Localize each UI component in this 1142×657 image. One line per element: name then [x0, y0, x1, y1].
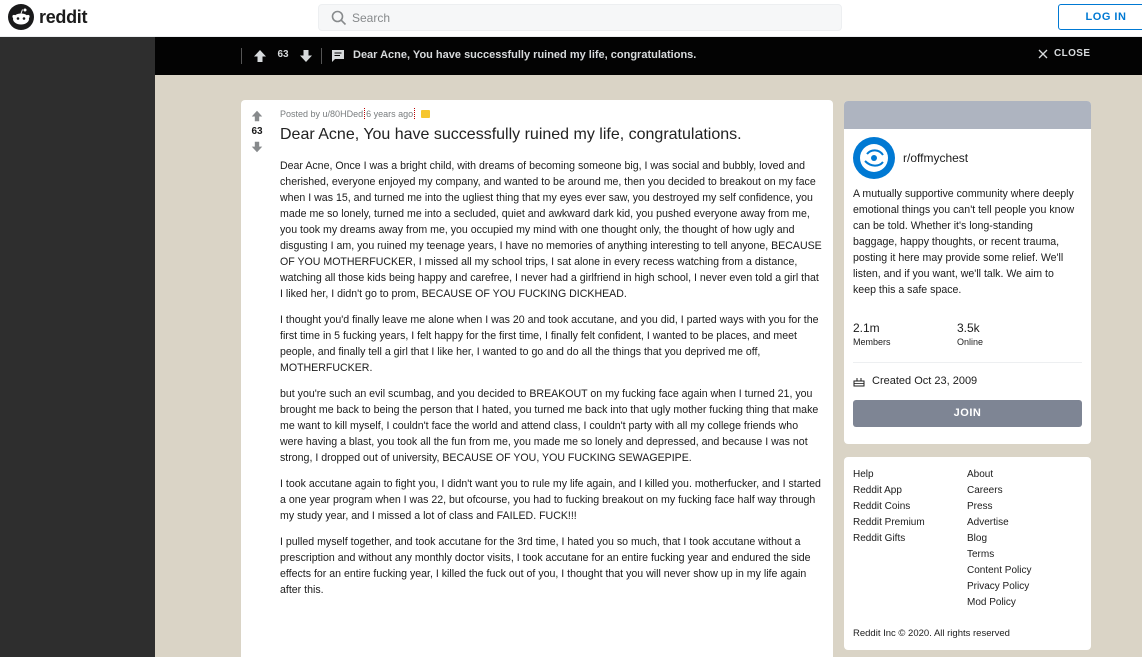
post-title: Dear Acne, You have successfully ruined my life, congratulations.: [280, 126, 742, 143]
search-input[interactable]: [352, 6, 832, 29]
footer-link-reddit-gifts[interactable]: Reddit Gifts: [853, 533, 906, 544]
divider: [241, 48, 242, 64]
footer-links-right: [967, 467, 1031, 611]
logo-text: reddit: [39, 6, 88, 27]
text-post-icon: [331, 49, 345, 63]
footer-link-privacy-policy[interactable]: Privacy Policy: [967, 581, 1030, 592]
created-label: Created Oct 23, 2009: [872, 375, 978, 387]
downvote-icon[interactable]: [250, 140, 264, 154]
post-paragraph: Dear Acne, Once I was a bright child, with dreams of becoming someone big, I was social and bubbly, loved and cherished, everyone enjoyed my company, and wanted to be around me, then you decided to breakout on my face when I was 15, and turned me into the ugliest thing that my eyes ever saw, you destroyed my self confidence, you made me so lonely, turned me into a secluded, quiet and awkward dark kid, you pushed everyone away from me, you took my dreams away from me, you occupied my mind with one thought only, the thought of how ugly and disgusting I am, you ruined my teenage years, I have no memories of anything interesting to tell anyone, BECAUSE OF YOU MOTHERFUCKER, I missed all my school trips, I sat alone in every recess watching from a distance, watching all those kids being happy and carefree, I never had a girlfriend in high school, I never even told a girl that I liked her, I didn't go to prom, BECAUSE OF YOU FUCKING DICKHEAD.: [280, 160, 822, 300]
members-label: Members: [853, 337, 891, 347]
reddit-logo[interactable]: [8, 4, 87, 30]
footer-link-about[interactable]: About: [967, 469, 994, 480]
footer-link-advertise[interactable]: Advertise: [967, 517, 1009, 528]
subreddit-name[interactable]: r/offmychest: [903, 151, 969, 165]
upvote-icon[interactable]: [252, 48, 268, 64]
online-count: 3.5k: [957, 321, 980, 335]
login-button[interactable]: LOG IN: [1058, 4, 1142, 30]
footer-links-card: [844, 457, 1091, 650]
members-count: 2.1m: [853, 321, 880, 335]
reddit-alien-icon: [8, 4, 34, 30]
post-bar-title: Dear Acne, You have successfully ruined my life, congratulations.: [353, 49, 697, 61]
post-card: [241, 100, 833, 657]
divider: [414, 108, 415, 119]
posted-by-label: Posted by: [280, 108, 321, 119]
post-paragraph: I thought you'd finally leave me alone when I was 20 and took accutane, and you did, I parted ways with you for the first time in 5 fucking years, I felt happy for the first time, I finally felt confident, I wanted to be places, and meet people, and finally tell a girl that I like her, I wanted to go and do all the things that you deprived me off, MOTHERFUCKER.: [280, 314, 819, 374]
divider: [321, 48, 322, 64]
post-body: [280, 158, 822, 608]
about-community-card: [844, 101, 1091, 444]
footer-link-reddit-coins[interactable]: Reddit Coins: [853, 501, 911, 512]
search-icon: [331, 10, 347, 26]
upvote-icon[interactable]: [250, 109, 264, 123]
downvote-icon[interactable]: [298, 48, 314, 64]
divider: [853, 362, 1082, 363]
created-date: [853, 375, 977, 387]
community-banner: [844, 101, 1091, 129]
post-overlay-bar: [155, 37, 1142, 75]
post-paragraph: but you're such an evil scumbag, and you decided to BREAKOUT on my fucking face again when I turned 21, you brought me back to being the person that I hated, you turned me back into that ugly mother fucking thing that make me want to kill myself, I couldn't face the world and attend class, I couldn't party with all my college friends who were having a blast, you took all the fun from me, you made me so lonely and depressed, and because I was not strong, I dropped out of university, BECAUSE OF YOU, YOU FUCKING SEWAGEPIPE.: [280, 388, 819, 464]
top-header: [0, 0, 1142, 37]
close-icon: [1038, 49, 1048, 59]
subreddit-icon[interactable]: [853, 137, 895, 179]
footer-link-terms[interactable]: Terms: [967, 549, 995, 560]
close-button[interactable]: [1038, 48, 1090, 59]
post-author[interactable]: u/80HDed: [322, 108, 364, 119]
award-icon[interactable]: [421, 110, 430, 118]
post-age[interactable]: 6 years ago: [366, 108, 414, 119]
post-meta: [280, 108, 430, 119]
post-paragraph: I took accutane again to fight you, I didn't want you to rule my life again, and I killed you. motherfucker, and I started a one year program when I was 22, but ofcourse, you had to fucking breakout on my fucking face half way through my study year, and I missed a lot of class and FAILED. FUCK!!!: [280, 478, 821, 522]
search-bar[interactable]: [318, 4, 842, 31]
footer-link-help[interactable]: Help: [853, 469, 874, 480]
footer-link-content-policy[interactable]: Content Policy: [967, 565, 1032, 576]
divider: [364, 108, 365, 119]
copyright-text: Reddit Inc © 2020. All rights reserved: [853, 628, 1010, 639]
footer-link-careers[interactable]: Careers: [967, 485, 1003, 496]
footer-link-mod-policy[interactable]: Mod Policy: [967, 597, 1016, 608]
cake-icon: [853, 375, 865, 387]
footer-link-reddit-app[interactable]: Reddit App: [853, 485, 902, 496]
footer-link-blog[interactable]: Blog: [967, 533, 988, 544]
online-label: Online: [957, 337, 984, 347]
community-description: A mutually supportive community where deeply emotional things you can't tell people you know can be told. Whether it's long-standing baggage, happy thoughts, or recent trauma, posting it here may provide some relief. We'll listen, and if you want, we'll talk. We aim to keep this a safe space.: [853, 188, 1075, 296]
post-paragraph: I pulled myself together, and took accutane for the 3rd time, I hated you so much, that I took accutane without a prescription and without any monthly doctor visits, I took accutane for an entire fucking year and endured the side effects for an entire fucking year, I killed the fuck out of you, I thought that you will never show up in my life again after this.: [280, 536, 811, 596]
vote-score: 63: [251, 126, 263, 137]
post-bar-score: 63: [277, 49, 289, 60]
join-button[interactable]: JOIN: [853, 400, 1082, 427]
footer-link-press[interactable]: Press: [967, 501, 993, 512]
overlay-backdrop: [0, 37, 155, 657]
footer-links-left: [853, 467, 925, 547]
footer-link-reddit-premium[interactable]: Reddit Premium: [853, 517, 925, 528]
online-stat: [957, 321, 983, 347]
members-stat: [853, 321, 891, 347]
close-label: CLOSE: [1054, 48, 1091, 59]
